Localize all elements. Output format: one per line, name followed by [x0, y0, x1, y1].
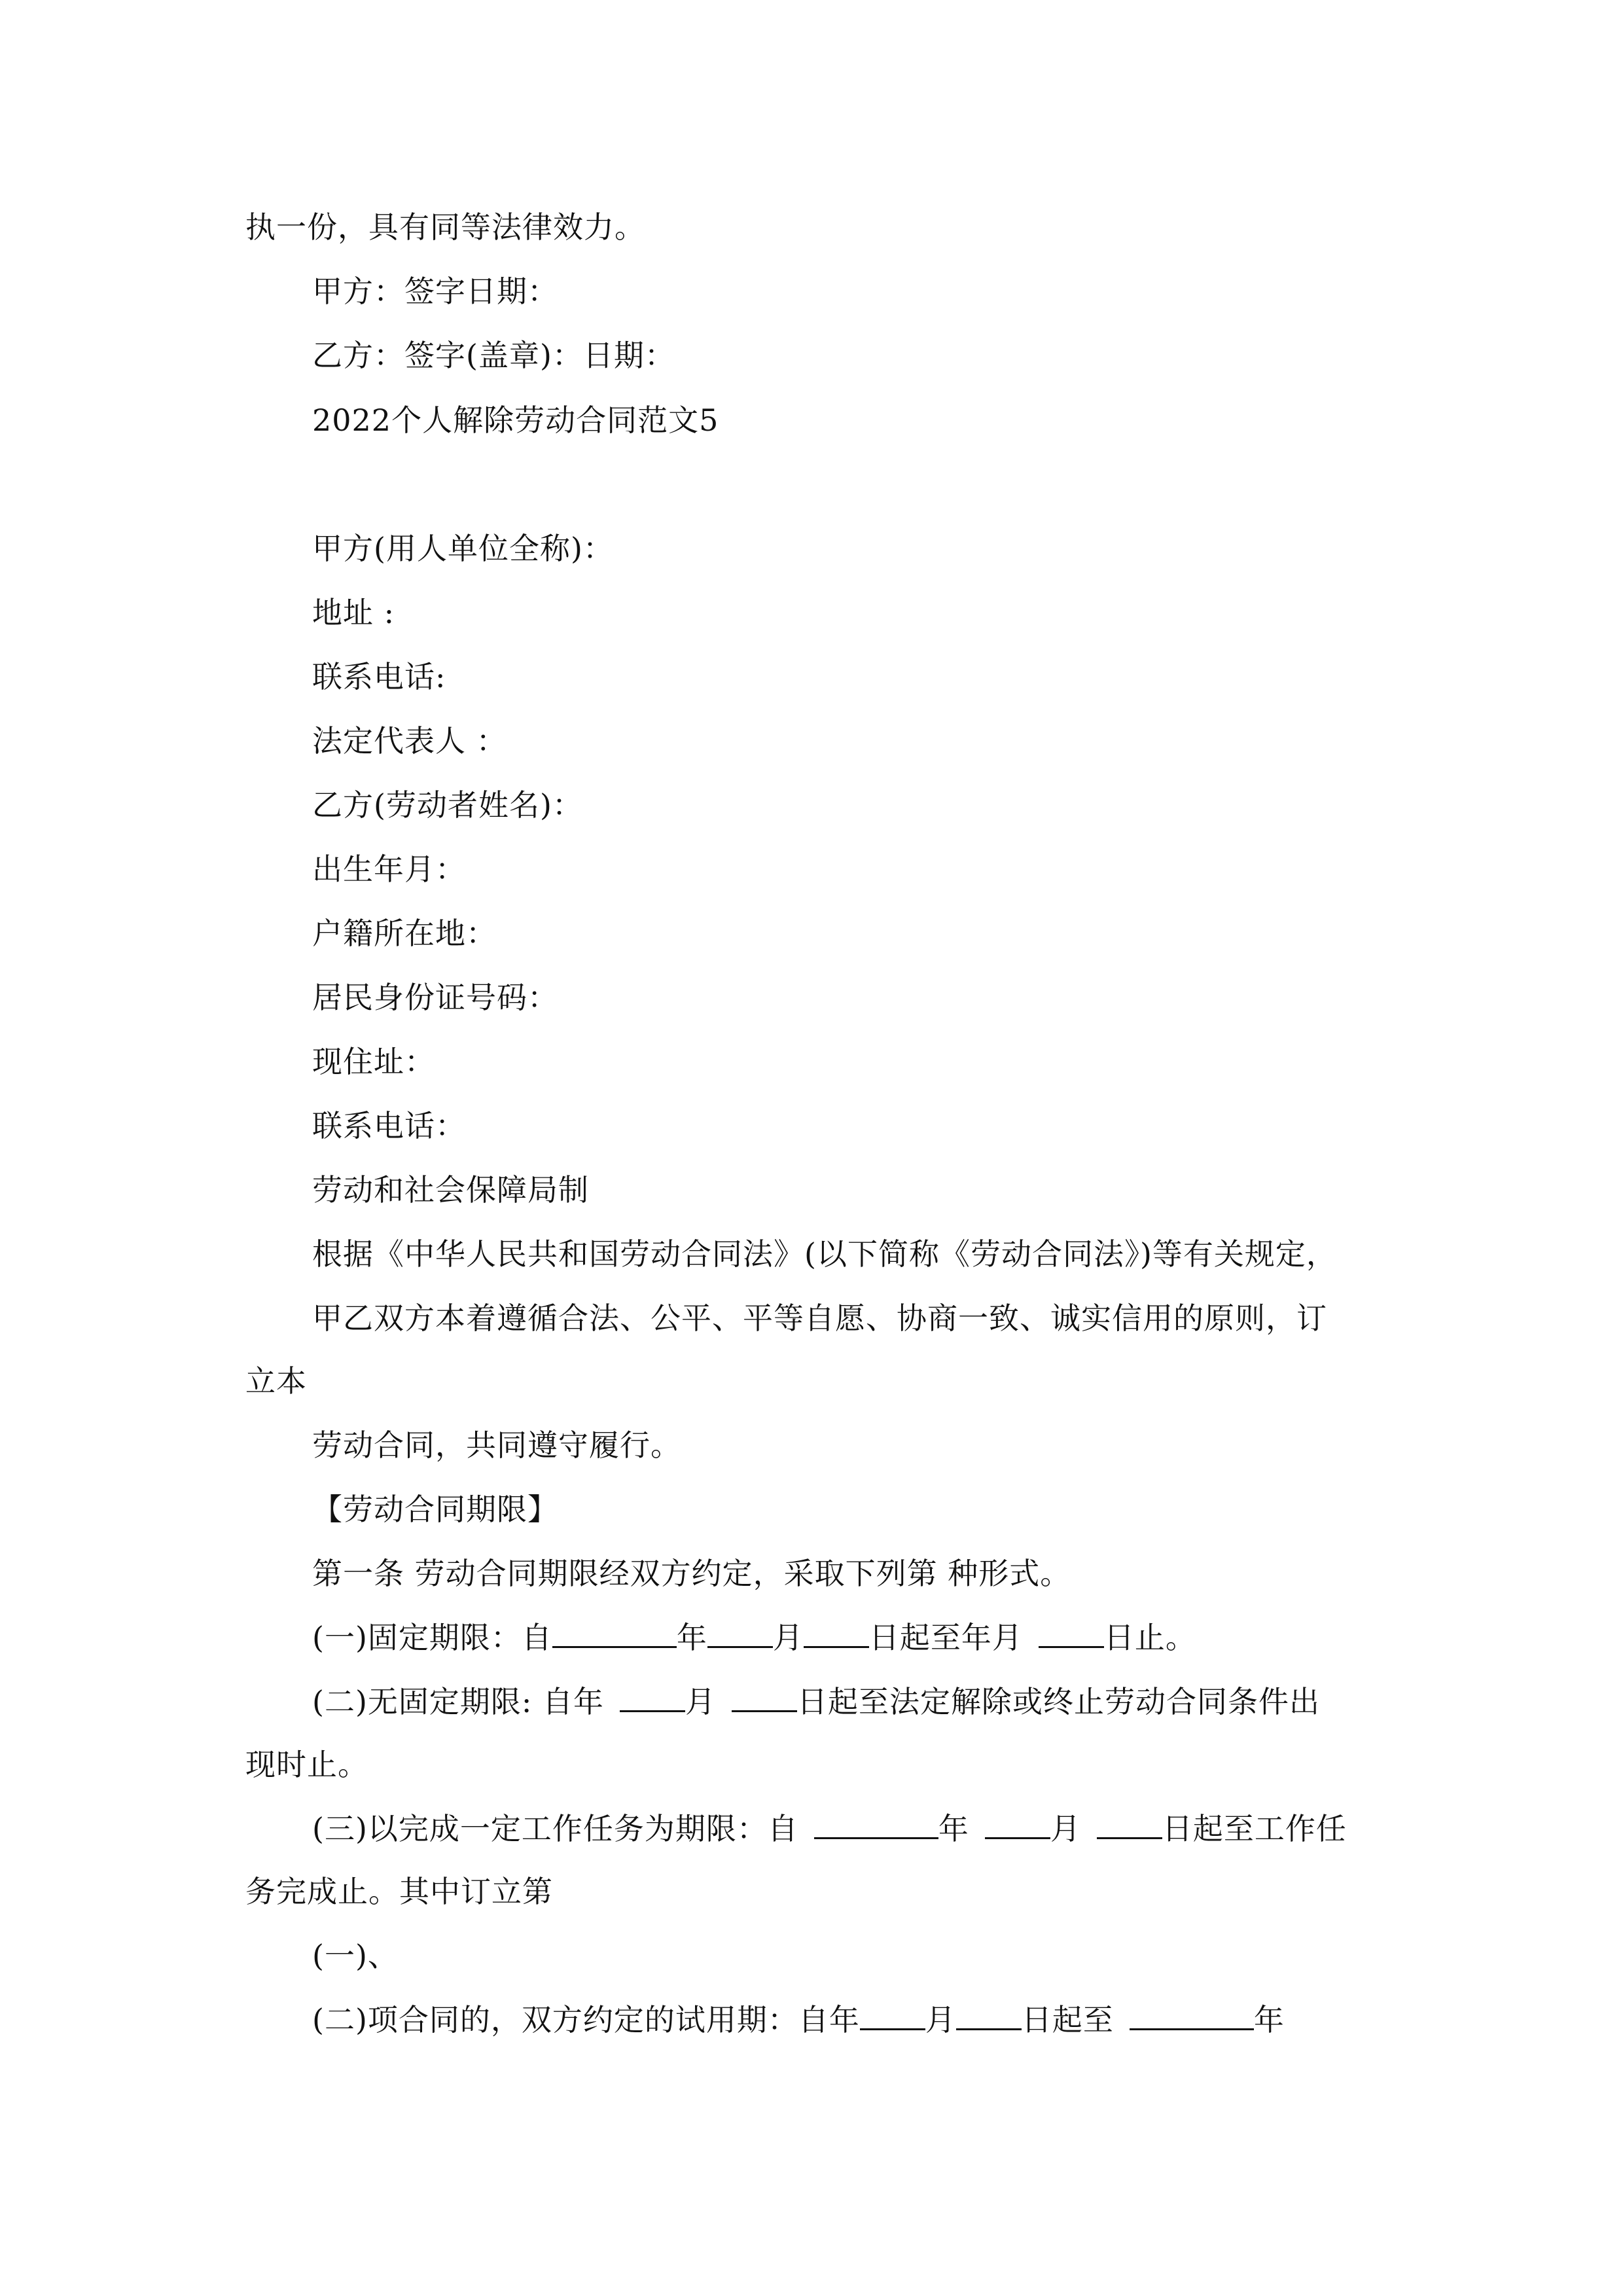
id-number-field: 居民身份证号码： [312, 980, 558, 1015]
article-one: 第一条 劳动合同期限经双方约定，采取下列第 种形式。 [312, 1556, 1071, 1591]
text-segment: 日起至工作任 [1162, 1811, 1347, 1846]
text-segment: 年 [676, 1620, 707, 1655]
section-heading: 【劳动合同期限】 [312, 1492, 558, 1527]
text-line: 执一份，具有同等法律效力。 [245, 209, 645, 245]
item-one: (一)、 [312, 1938, 399, 1973]
party-a-signature-line: 甲方：签字日期： [312, 274, 558, 309]
open-term-line [312, 1682, 1320, 1721]
text-segment: (一)固定期限：自 [312, 1620, 552, 1655]
legal-representative-field: 法定代表人 ： [312, 723, 507, 759]
blank-line [860, 2002, 925, 2030]
task-term-line [312, 1809, 1347, 1848]
paragraph-line: 立本 [245, 1363, 307, 1399]
paragraph-line: 劳动合同，共同遵守履行。 [312, 1427, 681, 1463]
blank-line [1097, 1811, 1162, 1839]
text-segment: 日起至 [1021, 2002, 1114, 2037]
text-segment: 年 [1253, 2002, 1285, 2037]
text-segment: (二)项合同的，双方约定的试用期：自年 [312, 2002, 860, 2037]
issuer-line: 劳动和社会保障局制 [312, 1172, 589, 1208]
text-segment: (三)以完成一定工作任务为期限：自 [312, 1811, 798, 1846]
current-address-field: 现住址： [312, 1044, 435, 1079]
text-segment: 月 [685, 1684, 717, 1719]
party-b-name-field: 乙方(劳动者姓名)： [312, 787, 583, 823]
blank-line [620, 1684, 685, 1712]
open-term-line-cont: 现时止。 [245, 1747, 368, 1782]
text-segment: 日起至年月 [868, 1620, 1023, 1655]
text-segment: 月 [1050, 1811, 1081, 1846]
phone-field: 联系电话： [312, 1108, 466, 1143]
address-field: 地址 : [312, 595, 395, 630]
fixed-term-line [312, 1618, 1196, 1657]
text-segment: (二)无固定期限: 自年 [312, 1684, 605, 1719]
text-segment: 日止。 [1103, 1620, 1196, 1655]
paragraph-line: 甲乙双方本着遵循合法、公平、平等自愿、协商一致、诚实信用的原则，订 [312, 1300, 1327, 1336]
phone-field: 联系电话: [312, 659, 446, 694]
paragraph-line: 根据《中华人民共和国劳动合同法》(以下简称《劳动合同法》)等有关规定， [312, 1236, 1337, 1272]
text-segment: 年 [938, 1811, 969, 1846]
blank-line [985, 1811, 1050, 1839]
household-registration-field: 户籍所在地： [312, 916, 497, 951]
blank-line [804, 1620, 869, 1648]
text-segment: 日起至法定解除或终止劳动合同条件出 [797, 1684, 1321, 1719]
blank-line [1039, 1620, 1104, 1648]
birth-date-field: 出生年月： [312, 852, 466, 887]
text-segment: 月 [925, 2002, 956, 2037]
blank-line [1130, 2002, 1254, 2030]
section-title: 2022个人解除劳动合同范文5 [312, 403, 719, 438]
blank-line [956, 2002, 1022, 2030]
text-segment: 月 [772, 1620, 804, 1655]
blank-line [707, 1620, 773, 1648]
probation-line [312, 2000, 1285, 2039]
blank-line [814, 1811, 938, 1839]
party-b-signature-line: 乙方：签字(盖章)：日期： [312, 338, 675, 373]
blank-line [552, 1620, 677, 1648]
party-a-name-field: 甲方(用人单位全称)： [312, 531, 614, 566]
blank-line [732, 1684, 797, 1712]
task-term-line-cont: 务完成止。其中订立第 [245, 1874, 553, 1909]
